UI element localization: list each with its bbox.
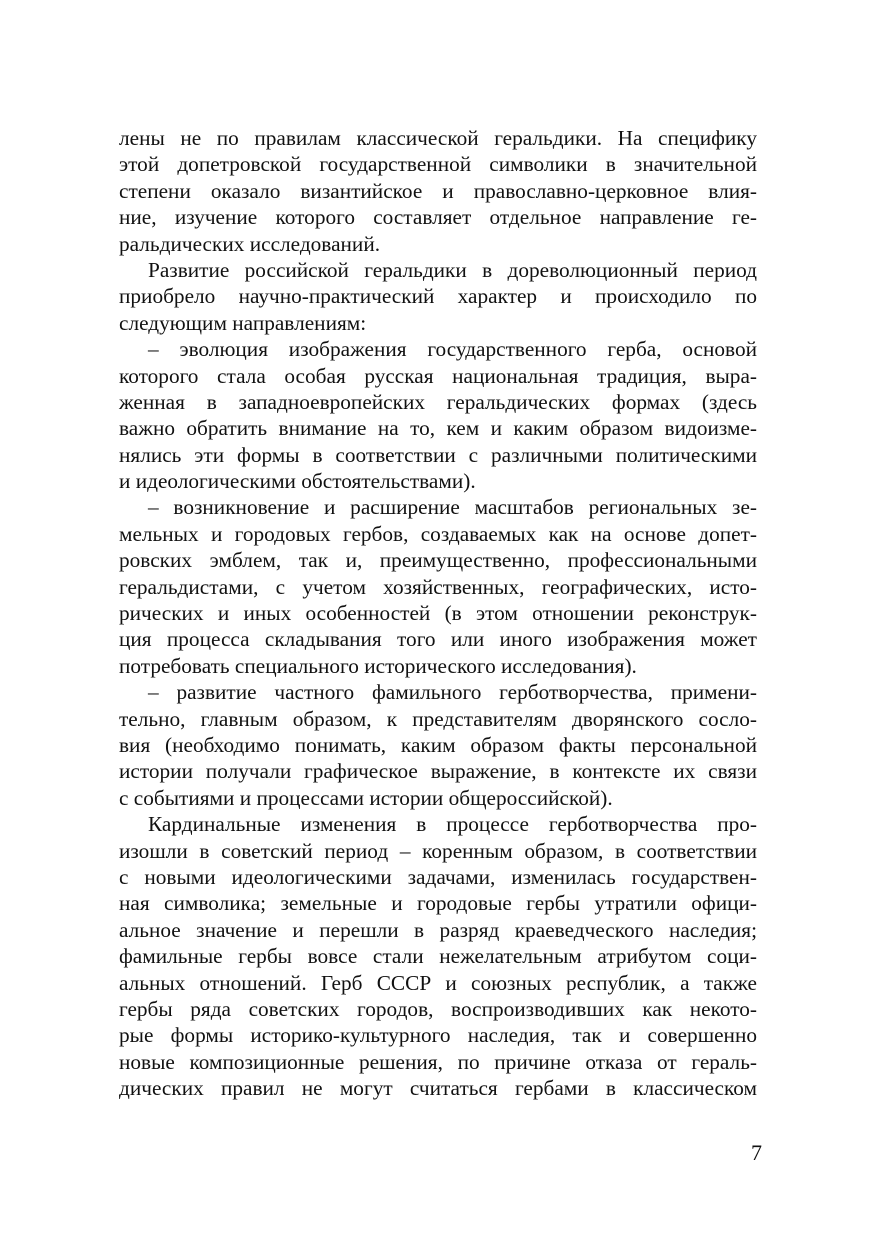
text-line: дических правил не могут считаться гербами в классическом <box>119 1076 757 1101</box>
text-line: геральдистами, с учетом хозяйственных, географических, исто- <box>119 574 757 599</box>
paragraph <box>119 257 757 336</box>
text-line: следующим направлениям: <box>119 310 367 335</box>
text-line: с новыми идеологическими задачами, изменилась государствен- <box>119 864 757 889</box>
text-line: ция процесса складывания того или иного изображения может <box>119 627 757 652</box>
text-line: ная символика; земельные и городовые гербы утратили офици- <box>119 891 757 916</box>
text-line: степени оказало византийское и православно-церковное влия- <box>119 178 757 203</box>
text-line: приобрело научно-практический характер и происходило по <box>119 284 757 309</box>
text-line: ральдических исследований. <box>119 231 381 256</box>
text-line: альное значение и перешли в разряд краеведческого наследия; <box>119 917 757 942</box>
page-number: 7 <box>751 1140 762 1165</box>
text-line: истории получали графическое выражение, в контексте их связи <box>119 759 757 784</box>
text-line: фамильные гербы вовсе стали нежелательным атрибутом соци- <box>119 944 757 969</box>
text-line: и идеологическими обстоятельствами). <box>119 469 476 494</box>
text-line: альных отношений. Герб СССР и союзных республик, а также <box>119 970 757 995</box>
text-line: потребовать специального исторического исследования). <box>119 653 637 678</box>
text-line: – развитие частного фамильного герботворчества, примени- <box>148 680 757 705</box>
list-item-paragraph <box>119 336 757 494</box>
text-line: тельно, главным образом, к представителям дворянского сосло- <box>119 706 757 731</box>
paragraph <box>119 125 757 257</box>
paragraph <box>119 811 757 1101</box>
text-line: ние, изучение которого составляет отдельное направление ге- <box>119 205 757 230</box>
text-line: ровских эмблем, так и, преимущественно, профессиональными <box>119 548 757 573</box>
text-line: гербы ряда советских городов, воспроизводивших как некото- <box>119 996 757 1021</box>
text-line: изошли в советский период – коренным образом, в соответствии <box>119 838 757 863</box>
text-line: – эволюция изображения государственного герба, основой <box>148 337 757 362</box>
text-line: вия (необходимо понимать, каким образом факты персональной <box>119 732 757 757</box>
text-line: нялись эти формы в соответствии с различными политическими <box>119 442 757 467</box>
text-line: новые композиционные решения, по причине отказа от гераль- <box>119 1049 757 1074</box>
text-line: женная в западноевропейских геральдических формах (здесь <box>119 389 757 414</box>
text-line: мельных и городовых гербов, создаваемых как на основе допет- <box>119 521 757 546</box>
list-item-paragraph <box>119 679 757 811</box>
text-line: лены не по правилам классической геральдики. На специфику <box>119 126 757 150</box>
text-line: – возникновение и расширение масштабов региональных зе- <box>148 495 757 520</box>
text-line: этой допетровской государственной символики в значительной <box>119 152 757 177</box>
text-line: рые формы историко-культурного наследия, так и совершенно <box>119 1023 757 1048</box>
list-item-paragraph <box>119 494 757 679</box>
text-line: с событиями и процессами истории общероссийской). <box>119 785 613 810</box>
text-line: которого стала особая русская национальная традиция, выра- <box>119 363 757 388</box>
text-line: рических и иных особенностей (в этом отношении реконструк- <box>119 601 757 626</box>
body-text <box>119 125 757 1101</box>
text-line: важно обратить внимание на то, кем и каким образом видоизме- <box>119 416 757 441</box>
text-line: Кардинальные изменения в процессе герботворчества про- <box>148 812 757 837</box>
text-line: Развитие российской геральдики в дореволюционный период <box>148 257 757 282</box>
